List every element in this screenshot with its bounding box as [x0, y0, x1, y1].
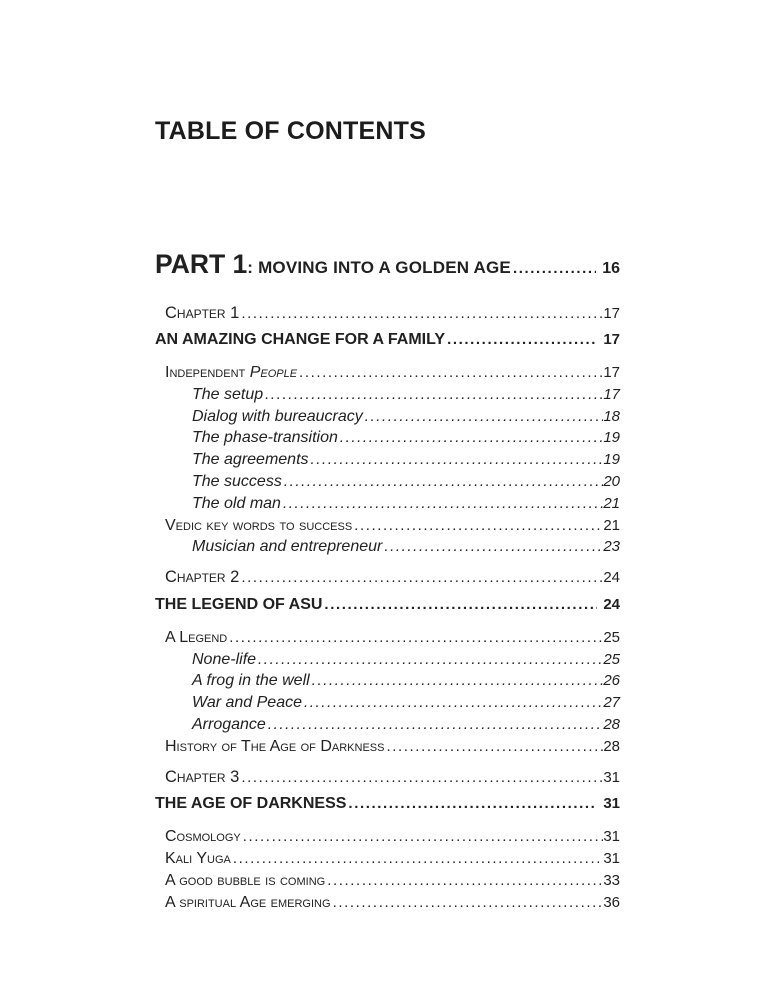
toc-entry-label	[192, 384, 263, 406]
toc-entry-label	[165, 567, 239, 589]
toc-entry-label	[155, 793, 346, 815]
entry-text: None-life	[192, 650, 257, 668]
page-number: 28	[603, 716, 620, 734]
toc-entry-label	[192, 471, 282, 493]
toc-entry	[155, 515, 620, 537]
toc-entry	[155, 670, 620, 692]
dot-leader	[363, 406, 604, 428]
toc-entry-label	[165, 303, 239, 325]
dot-leader	[325, 870, 603, 892]
page-number: 24	[603, 596, 620, 614]
page-number: 24	[603, 569, 620, 587]
dot-leader	[352, 515, 603, 537]
toc-entry	[155, 249, 620, 284]
dot-leader	[281, 493, 603, 515]
toc-entry	[155, 627, 620, 649]
toc-entry	[155, 649, 620, 671]
toc-entry	[155, 892, 620, 914]
dot-leader	[241, 826, 604, 848]
toc-entry-label	[192, 449, 309, 471]
toc-entry-label	[165, 826, 241, 848]
entry-text: The old man	[192, 494, 281, 512]
page-number: 19	[603, 429, 620, 447]
page-number: 27	[603, 694, 620, 712]
dot-leader	[322, 594, 597, 616]
toc-entry-label	[165, 362, 297, 384]
page-number: 17	[603, 385, 620, 403]
toc-entry	[155, 303, 620, 325]
page-number: 25	[603, 628, 620, 646]
toc-entry	[155, 471, 620, 493]
page-number: 31	[603, 768, 620, 786]
toc-entry-label	[165, 848, 231, 870]
toc-entry-label	[165, 736, 384, 758]
entry-text: The setup	[192, 385, 264, 403]
table-of-contents	[155, 249, 620, 914]
page-number: 17	[603, 364, 620, 382]
toc-entry-label	[155, 594, 322, 616]
page-number: 31	[603, 828, 620, 846]
dot-leader	[263, 384, 603, 406]
entry-text: A Legend	[165, 628, 228, 646]
dot-leader	[445, 329, 597, 351]
entry-text: Arrogance	[192, 716, 266, 734]
dot-leader	[239, 567, 603, 589]
entry-text: Chapter 3	[165, 767, 240, 786]
toc-entry-label	[165, 515, 352, 537]
toc-entry-label	[192, 536, 382, 558]
toc-entry-label	[155, 329, 445, 351]
entry-text: A spiritual Age emerging	[165, 893, 331, 911]
dot-leader	[384, 736, 603, 758]
dot-leader	[331, 892, 604, 914]
page-number: 21	[603, 494, 620, 512]
toc-entry	[155, 536, 620, 558]
toc-entry	[155, 594, 620, 616]
dot-leader	[239, 767, 603, 789]
page-number: 17	[603, 331, 620, 349]
toc-entry	[155, 826, 620, 848]
entry-text: A frog in the well	[192, 672, 310, 690]
page-number: 19	[603, 451, 620, 469]
dot-leader	[266, 714, 603, 736]
toc-entry-label	[192, 406, 363, 428]
page-number: 16	[602, 259, 620, 277]
toc-entry	[155, 567, 620, 589]
dot-leader	[338, 427, 603, 449]
entry-text: Chapter 2	[165, 568, 240, 587]
entry-text: THE AGE OF DARKNESS	[155, 795, 347, 813]
dot-leader	[239, 303, 603, 325]
page-number: 31	[603, 850, 620, 868]
entry-text: Musician and entrepreneur	[192, 538, 383, 556]
toc-entry	[155, 767, 620, 789]
toc-entry-label	[165, 870, 325, 892]
toc-entry	[155, 493, 620, 515]
page-number: 23	[603, 538, 620, 556]
toc-entry	[155, 793, 620, 815]
toc-entry-label	[155, 249, 511, 283]
dot-leader	[511, 254, 596, 284]
entry-text: Cosmology	[165, 828, 241, 846]
toc-entry	[155, 692, 620, 714]
dot-leader	[309, 449, 604, 471]
toc-entry	[155, 714, 620, 736]
toc-entry-label	[165, 767, 239, 789]
toc-entry	[155, 362, 620, 384]
toc-entry	[155, 736, 620, 758]
entry-text: A good bubble is coming	[165, 871, 326, 889]
entry-text: Independent	[165, 364, 250, 382]
page-number: 17	[603, 304, 620, 322]
entry-text: Dialog with bureaucracy	[192, 407, 363, 425]
entry-text: History of The Age of Darkness	[165, 737, 385, 755]
dot-leader	[346, 793, 597, 815]
page-number: 31	[603, 795, 620, 813]
dot-leader	[382, 536, 603, 558]
toc-entry-label	[192, 670, 310, 692]
entry-text: Vedic key words to success	[165, 516, 353, 534]
page-number: 21	[603, 516, 620, 534]
entry-text: War and Peace	[192, 694, 302, 712]
toc-entry-label	[165, 892, 331, 914]
toc-entry	[155, 449, 620, 471]
entry-text-italic: People	[249, 364, 298, 382]
dot-leader	[310, 670, 604, 692]
toc-entry	[155, 384, 620, 406]
entry-text: : MOVING INTO A GOLDEN AGE	[247, 257, 511, 277]
page-number: 26	[603, 672, 620, 690]
part-number: PART 1	[155, 248, 248, 279]
dot-leader	[256, 649, 603, 671]
dot-leader	[231, 848, 603, 870]
dot-leader	[297, 362, 603, 384]
page-number: 36	[603, 893, 620, 911]
page-number: 28	[603, 737, 620, 755]
entry-text: The agreements	[192, 451, 309, 469]
entry-text: The success	[192, 473, 282, 491]
toc-entry	[155, 427, 620, 449]
toc-entry-label	[192, 714, 266, 736]
toc-entry	[155, 406, 620, 428]
toc-entry-label	[192, 649, 256, 671]
page-number: 33	[603, 871, 620, 889]
toc-entry	[155, 870, 620, 892]
entry-text: Chapter 1	[165, 303, 240, 322]
entry-text: AN AMAZING CHANGE FOR A FAMILY	[155, 331, 446, 349]
page-number: 20	[603, 473, 620, 491]
toc-entry	[155, 848, 620, 870]
toc-entry-label	[192, 692, 302, 714]
dot-leader	[302, 692, 603, 714]
page-number: 18	[603, 407, 620, 425]
entry-text: THE LEGEND OF ASU	[155, 596, 323, 614]
toc-entry-label	[192, 493, 281, 515]
page-title: TABLE OF CONTENTS	[155, 117, 426, 145]
toc-entry	[155, 329, 620, 351]
toc-entry-label	[165, 627, 227, 649]
page-number: 25	[603, 650, 620, 668]
dot-leader	[227, 627, 603, 649]
toc-entry-label	[192, 427, 338, 449]
dot-leader	[282, 471, 604, 493]
entry-text: Kali Yuga	[165, 850, 231, 868]
entry-text: The phase-transition	[192, 429, 338, 447]
